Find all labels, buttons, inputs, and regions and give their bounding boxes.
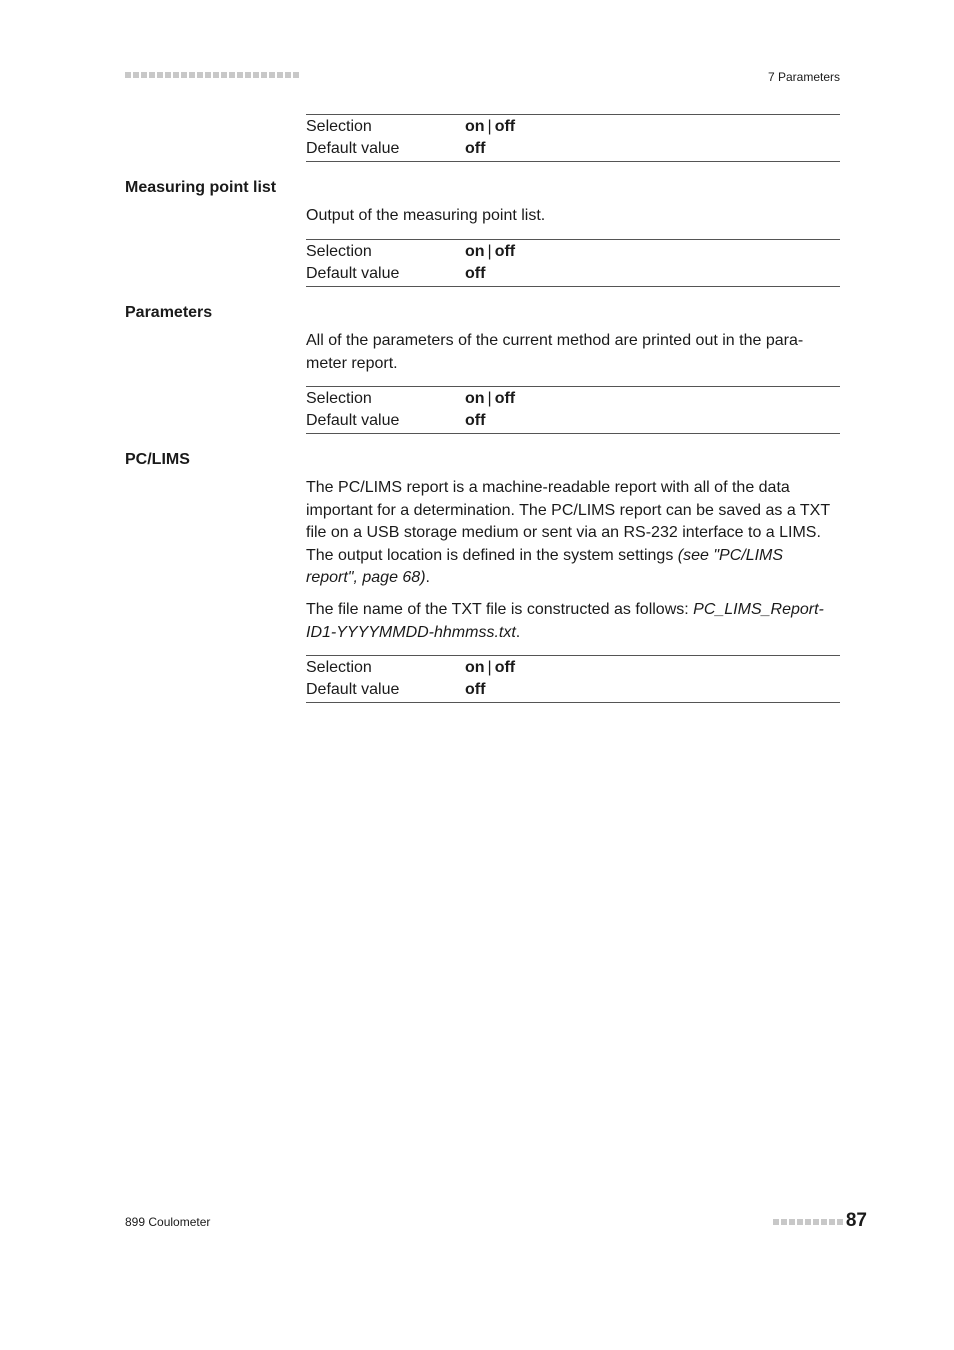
pc-lims-file-name-description: The file name of the TXT file is constructed as follows: PC_LIMS_Report- ID1-YYYYMMDD-hhmmss.txt. xyxy=(306,601,824,641)
default-label: Default value xyxy=(306,265,400,282)
default-row xyxy=(306,138,840,160)
pc-lims-description: The PC/LIMS report is a machine-readable report with all of the data important for a determination. The PC/LIMS report can be saved as a TXT file on a USB storage medium or sent via an RS-232 interface to a LIMS. The output location is defined in the system settings (see "PC/LIMS report", page 68). xyxy=(306,479,831,586)
parameter-table xyxy=(306,114,840,162)
selection-label: Selection xyxy=(306,243,372,260)
section-title-measuring-point-list: Measuring point list xyxy=(125,179,277,196)
running-footer-product: 899 Coulometer xyxy=(125,1215,211,1229)
parameter-table xyxy=(306,239,840,287)
selection-label: Selection xyxy=(306,118,372,135)
cross-reference: report", page 68) xyxy=(306,569,426,586)
selection-row xyxy=(306,388,840,410)
selection-label: Selection xyxy=(306,659,372,676)
default-value: off xyxy=(465,265,486,282)
page-number: 87 xyxy=(845,1210,867,1231)
selection-label: Selection xyxy=(306,390,372,407)
selection-values: on | off xyxy=(465,659,516,676)
default-label: Default value xyxy=(306,140,400,157)
selection-row xyxy=(306,116,840,138)
selection-values: on | off xyxy=(465,243,516,260)
selection-row xyxy=(306,657,840,679)
default-label: Default value xyxy=(306,412,400,429)
selection-values: on | off xyxy=(465,390,516,407)
default-row xyxy=(306,263,840,285)
selection-row xyxy=(306,241,840,263)
parameters-description: All of the parameters of the current method are printed out in the para- meter report. xyxy=(306,332,804,372)
running-header-chapter: 7 Parameters xyxy=(767,70,840,84)
footer-decoration xyxy=(773,1219,843,1225)
header-decoration xyxy=(125,72,299,78)
default-value: off xyxy=(465,681,486,698)
measuring-point-list-description: Output of the measuring point list. xyxy=(306,207,546,224)
default-row xyxy=(306,410,840,432)
parameter-table xyxy=(306,386,840,434)
selection-values: on | off xyxy=(465,118,516,135)
parameter-table xyxy=(306,655,840,703)
default-row xyxy=(306,679,840,701)
default-label: Default value xyxy=(306,681,400,698)
section-title-parameters: Parameters xyxy=(125,304,213,321)
default-value: off xyxy=(465,412,486,429)
default-value: off xyxy=(465,140,486,157)
section-title-pc-lims: PC/LIMS xyxy=(125,451,190,468)
cross-reference: (see "PC/LIMS xyxy=(677,546,784,564)
